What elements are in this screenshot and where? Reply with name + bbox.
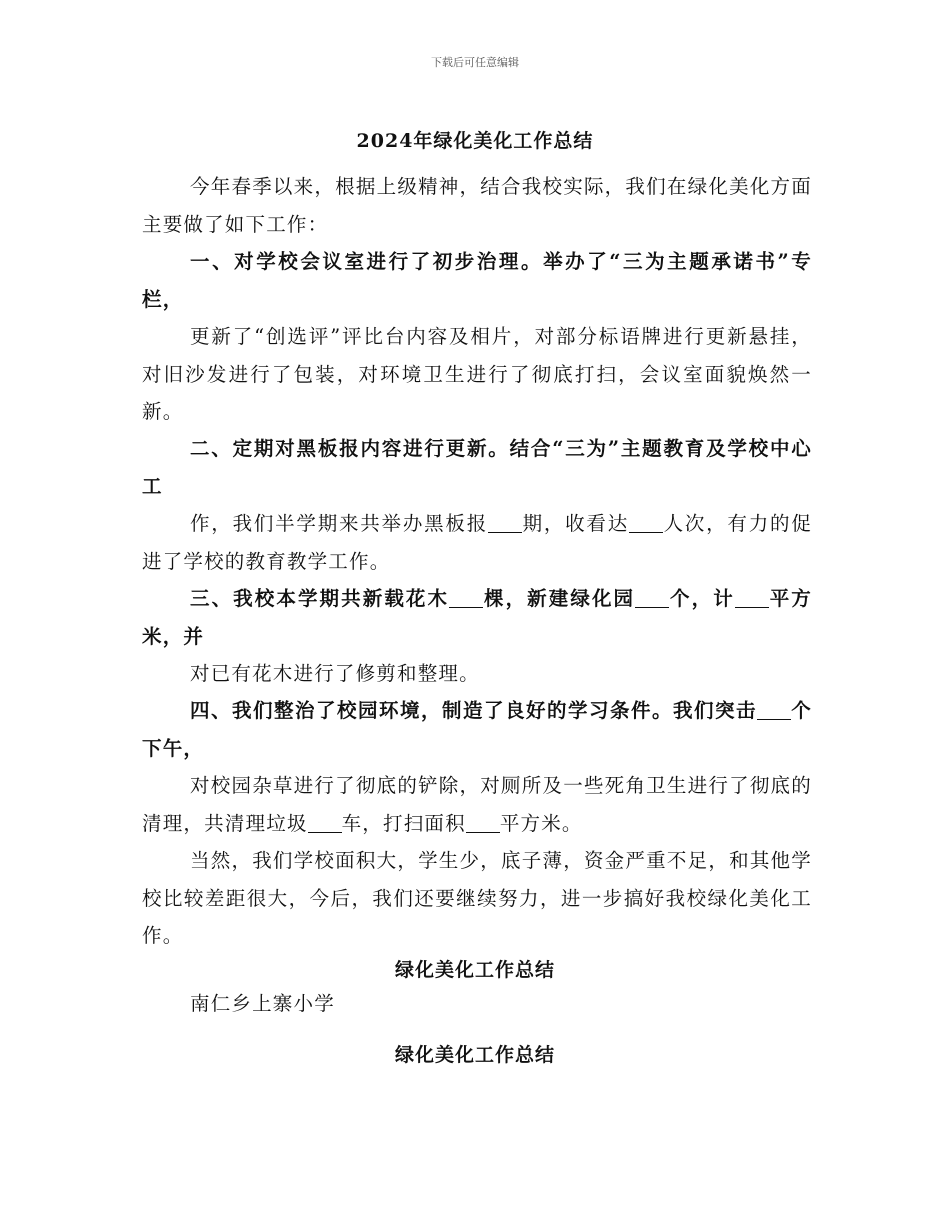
section-heading-2: 二、定期对黑板报内容进行更新。结合“三为”主题教育及学校中心工 — [142, 437, 812, 498]
section-title-1: 绿化美化工作总结 — [394, 959, 555, 981]
paragraph-4-part-3: 平方米。 — [499, 811, 583, 835]
heading-3-part-2: 棵，新建绿化园 — [483, 587, 636, 610]
fill-blank — [449, 588, 483, 609]
heading-4-part-2: 个下午， — [142, 699, 813, 760]
school-name: 南仁乡上寨小学 — [190, 992, 335, 1015]
paragraph-2-part-2: 期，收看达 — [521, 512, 629, 535]
paragraph-2-part-3: 人次，有力的促进了学校的教育教学工作。 — [142, 512, 812, 573]
heading-3-part-1: 三、我校本学期共新载花木 — [190, 587, 450, 610]
paragraph-intro: 今年春季以来，根据上级精神，结合我校实际，我们在绿化美化方面主要做了如下工作： — [142, 175, 812, 236]
heading-4-part-1: 四、我们整治了校园环境，制造了良好的学习条件。我们突击 — [190, 699, 757, 722]
paragraph-4-part-2: 车，打扫面积 — [341, 811, 466, 835]
heading-3-part-3: 个，计 — [669, 587, 735, 610]
paragraph-1: 更新了“创选评”评比台内容及相片，对部分标语牌进行更新悬挂，对旧沙发进行了包装，对环境卫生进行了彻底打扫，会议室面貌焕然一新。 — [142, 325, 812, 423]
section-heading-4 — [142, 692, 812, 767]
fill-blank — [488, 513, 522, 534]
heading-3-part-4: 平方米，并 — [142, 587, 812, 648]
paragraph-3: 对已有花木进行了修剪和整理。 — [190, 662, 480, 685]
section-title-2: 绿化美化工作总结 — [394, 1044, 555, 1066]
fill-blank — [466, 812, 500, 833]
fill-blank — [308, 812, 342, 833]
section-heading-1: 一、对学校会议室进行了初步治理。举办了“三为主题承诺书”专栏， — [142, 250, 812, 311]
fill-blank — [635, 588, 669, 609]
paragraph-4 — [142, 767, 812, 842]
paragraph-2 — [142, 505, 812, 580]
fill-blank — [629, 513, 663, 534]
paragraph-2-part-1: 作，我们半学期来共举办黑板报 — [190, 512, 488, 535]
page-header: 下载后可任意编辑 — [431, 56, 519, 69]
paragraph-4-part-1: 对校园杂草进行了彻底的铲除，对厕所及一些死角卫生进行了彻底的清理，共清理垃圾 — [142, 774, 812, 835]
fill-blank — [735, 588, 769, 609]
paragraph-conclusion: 当然，我们学校面积大，学生少，底子薄，资金严重不足，和其他学校比较差距很大，今后，我们还要继续努力，进一步搞好我校绿化美化工作。 — [142, 849, 812, 947]
fill-blank — [757, 700, 791, 721]
document-title: 2024年绿化美化工作总结 — [356, 130, 594, 152]
section-heading-3 — [142, 580, 812, 655]
